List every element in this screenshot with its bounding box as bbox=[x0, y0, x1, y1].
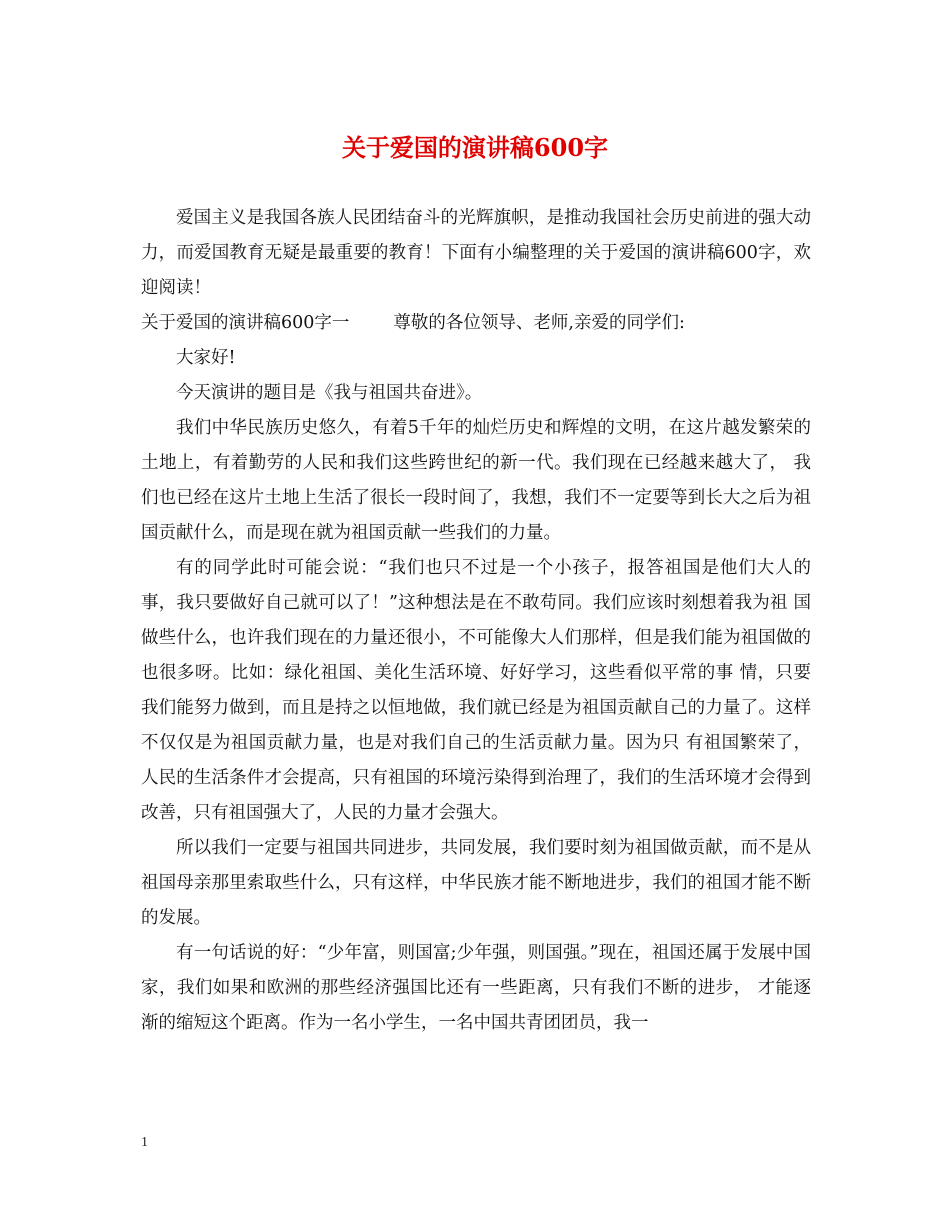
section-heading-line bbox=[141, 306, 811, 341]
greeting: 大家好! bbox=[176, 348, 236, 368]
body-paragraph: 有一句话说的好：“少年富，则国富;少年强，则国强。”现在，祖国还属于发展中国家，我们如果和欧洲的那些经济强国比还有一些距离，只有我们不断的进步， 才能逐渐的缩短这个距离。作为一名小学生，一名中国共青团团员，我一 bbox=[141, 943, 811, 1033]
document-body bbox=[141, 201, 811, 1041]
intro-paragraph: 爱国主义是我国各族人民团结奋斗的光辉旗帜，是推动我国社会历史前进的强大动力，而爱国教育无疑是最重要的教育！下面有小编整理的关于爱国的演讲稿600字，欢迎阅读！ bbox=[141, 208, 811, 298]
body-paragraph: 我们中华民族历史悠久，有着5千年的灿烂历史和辉煌的文明，在这片越发繁荣的土地上，有着勤劳的人民和我们这些跨世纪的新一代。我们现在已经越来越大了， 我们也已经在这片土地上生活了很长一段时间了，我想，我们不一定要等到长大之后为祖国贡献什么，而是现在就为祖国贡献一些我们的力量。 bbox=[141, 418, 811, 543]
section-heading: 关于爱国的演讲稿600字一 bbox=[141, 313, 350, 333]
salutation: 尊敬的各位领导、老师,亲爱的同学们: bbox=[393, 313, 685, 333]
document-title: 关于爱国的演讲稿600字 bbox=[341, 133, 609, 162]
body-paragraph: 有的同学此时可能会说：“我们也只不过是一个小孩子，报答祖国是他们大人的事，我只要做好自己就可以了！”这种想法是在不敢苟同。我们应该时刻想着我为祖 国做些什么，也许我们现在的力量还很小，不可能像大人们那样，但是我们能为祖国做的也很多呀。比如：绿化祖国、美化生活环境、好好学习，这些看似平常的事 情，只要我们能努力做到，而且是持之以恒地做，我们就已经是为祖国贡献自己的力量了。这样不仅仅是为祖国贡献力量，也是对我们自己的生活贡献力量。因为只 有祖国繁荣了，人民的生活条件才会提高，只有祖国的环境污染得到治理了，我们的生活环境才会得到改善，只有祖国强大了，人民的力量才会强大。 bbox=[141, 558, 811, 823]
page-number: 1 bbox=[141, 1135, 148, 1150]
body-paragraph: 所以我们一定要与祖国共同进步，共同发展，我们要时刻为祖国做贡献，而不是从祖国母亲那里索取些什么，只有这样，中华民族才能不断地进步，我们的祖国才能不断的发展。 bbox=[141, 838, 811, 928]
speech-topic: 今天演讲的题目是《我与祖国共奋进》。 bbox=[176, 383, 483, 403]
